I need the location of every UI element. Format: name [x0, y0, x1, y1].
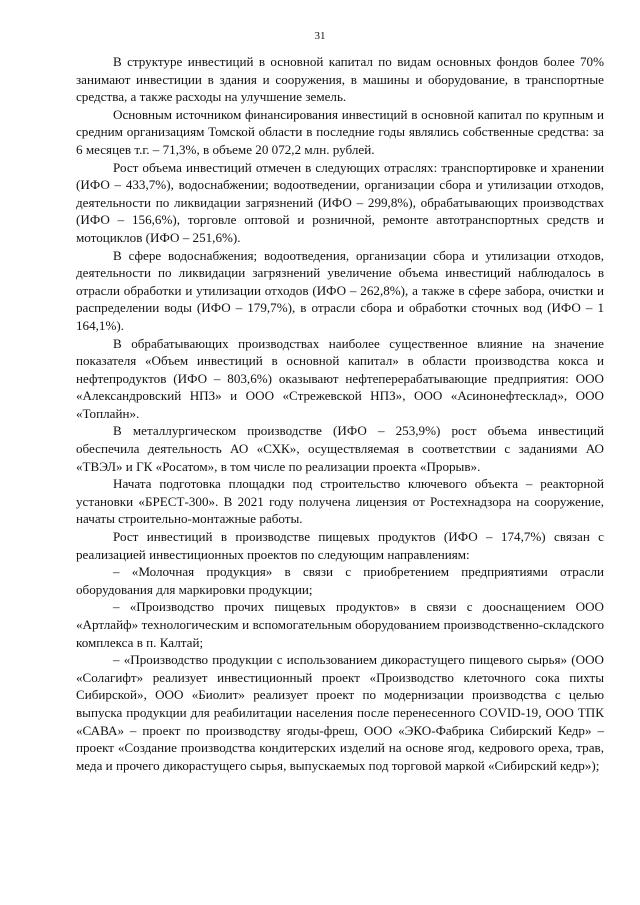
- paragraph: Начата подготовка площадки под строительство ключевого объекта – реакторной установки «БРЕСТ-300». В 2021 году получена лицензия от Ростехнадзора на сооружение, начаты строительно-монтажные работы.: [76, 476, 604, 527]
- paragraph: Основным источником финансирования инвестиций в основной капитал по крупным и средним организациям Томской области в последние годы являлись собственные средства: за 6 месяцев т.г. – 71,3%, в объеме 20 072,2 млн. рублей.: [76, 106, 604, 157]
- paragraph: В сфере водоснабжения; водоотведения, организации сбора и утилизации отходов, деятельности по ликвидации загрязнений увеличение объема инвестиций наблюдалось в отрасли обработки и утилизации отходов (ИФО – 262,8%), а также в сфере забора, очистки и распределении воды (ИФО – 179,7%), в отрасли сбора и обработки сточных вод (ИФО – 1 164,1%).: [76, 247, 604, 333]
- bullet-item: – «Молочная продукция» в связи с приобретением предприятиями отрасли оборудования для маркировки продукции;: [76, 564, 604, 597]
- paragraph: Рост инвестиций в производстве пищевых продуктов (ИФО – 174,7%) связан с реализацией инвестиционных проектов по следующим направлениям:: [76, 529, 604, 562]
- paragraph: В металлургическом производстве (ИФО – 253,9%) рост объема инвестиций обеспечила деятельность АО «СХК», осуществляемая в соответствии с заданиями АО «ТВЭЛ» и ГК «Росатом», в том числе по реализации проекта «Прорыв».: [76, 423, 604, 474]
- paragraph: В структуре инвестиций в основной капитал по видам основных фондов более 70% занимают инвестиции в здания и сооружения, в машины и оборудование, в транспортные средства, а также расходы на улучшение земель.: [76, 54, 604, 105]
- paragraph: Рост объема инвестиций отмечен в следующих отраслях: транспортировке и хранении (ИФО – 433,7%), водоснабжении; водоотведении, организации сбора и утилизации отходов, деятельности по ликвидации загрязнений (ИФО – 299,8%), обрабатывающих производствах (ИФО – 156,6%), торговле оптовой и розничной, ремонте автотранспортных средств и мотоциклов (ИФО – 251,6%).: [76, 159, 604, 245]
- page-number: 31: [314, 30, 326, 42]
- document-body: [76, 53, 604, 774]
- bullet-item: – «Производство продукции с использованием дикорастущего пищевого сырья» (ООО «Солагифт» реализует инвестиционный проект «Производство клеточного сока пихты Сибирской», ООО «Биолит» реализует проект по модернизации производства с целью выпуска продукции для реабилитации населения после перенесенного COVID-19, ООО ТПК «САВА» – проект по производству ягоды-фреш, ООО «ЭКО-Фабрика Сибирский Кедр» – проект «Создание производства кондитерских изделий на основе ягод, кедрового ореха, трав, меда и прочего дикорастущего сырья, выпускаемых под торговой маркой «Сибирский кедр»);: [76, 652, 604, 773]
- paragraph: В обрабатывающих производствах наиболее существенное влияние на значение показателя «Объем инвестиций в основной капитал» в области производства кокса и нефтепродуктов (ИФО – 803,6%) оказывают нефтеперерабатывающие предприятия: ООО «Александровский НПЗ» и ООО «Стрежевской НПЗ», ООО «Асинонефтесклад», ООО «Топлайн».: [76, 335, 604, 421]
- bullet-item: – «Производство прочих пищевых продуктов» в связи с дооснащением ООО «Артлайф» технологическим и вспомогательным оборудованием производственно-складского комплекса в п. Калтай;: [76, 599, 604, 650]
